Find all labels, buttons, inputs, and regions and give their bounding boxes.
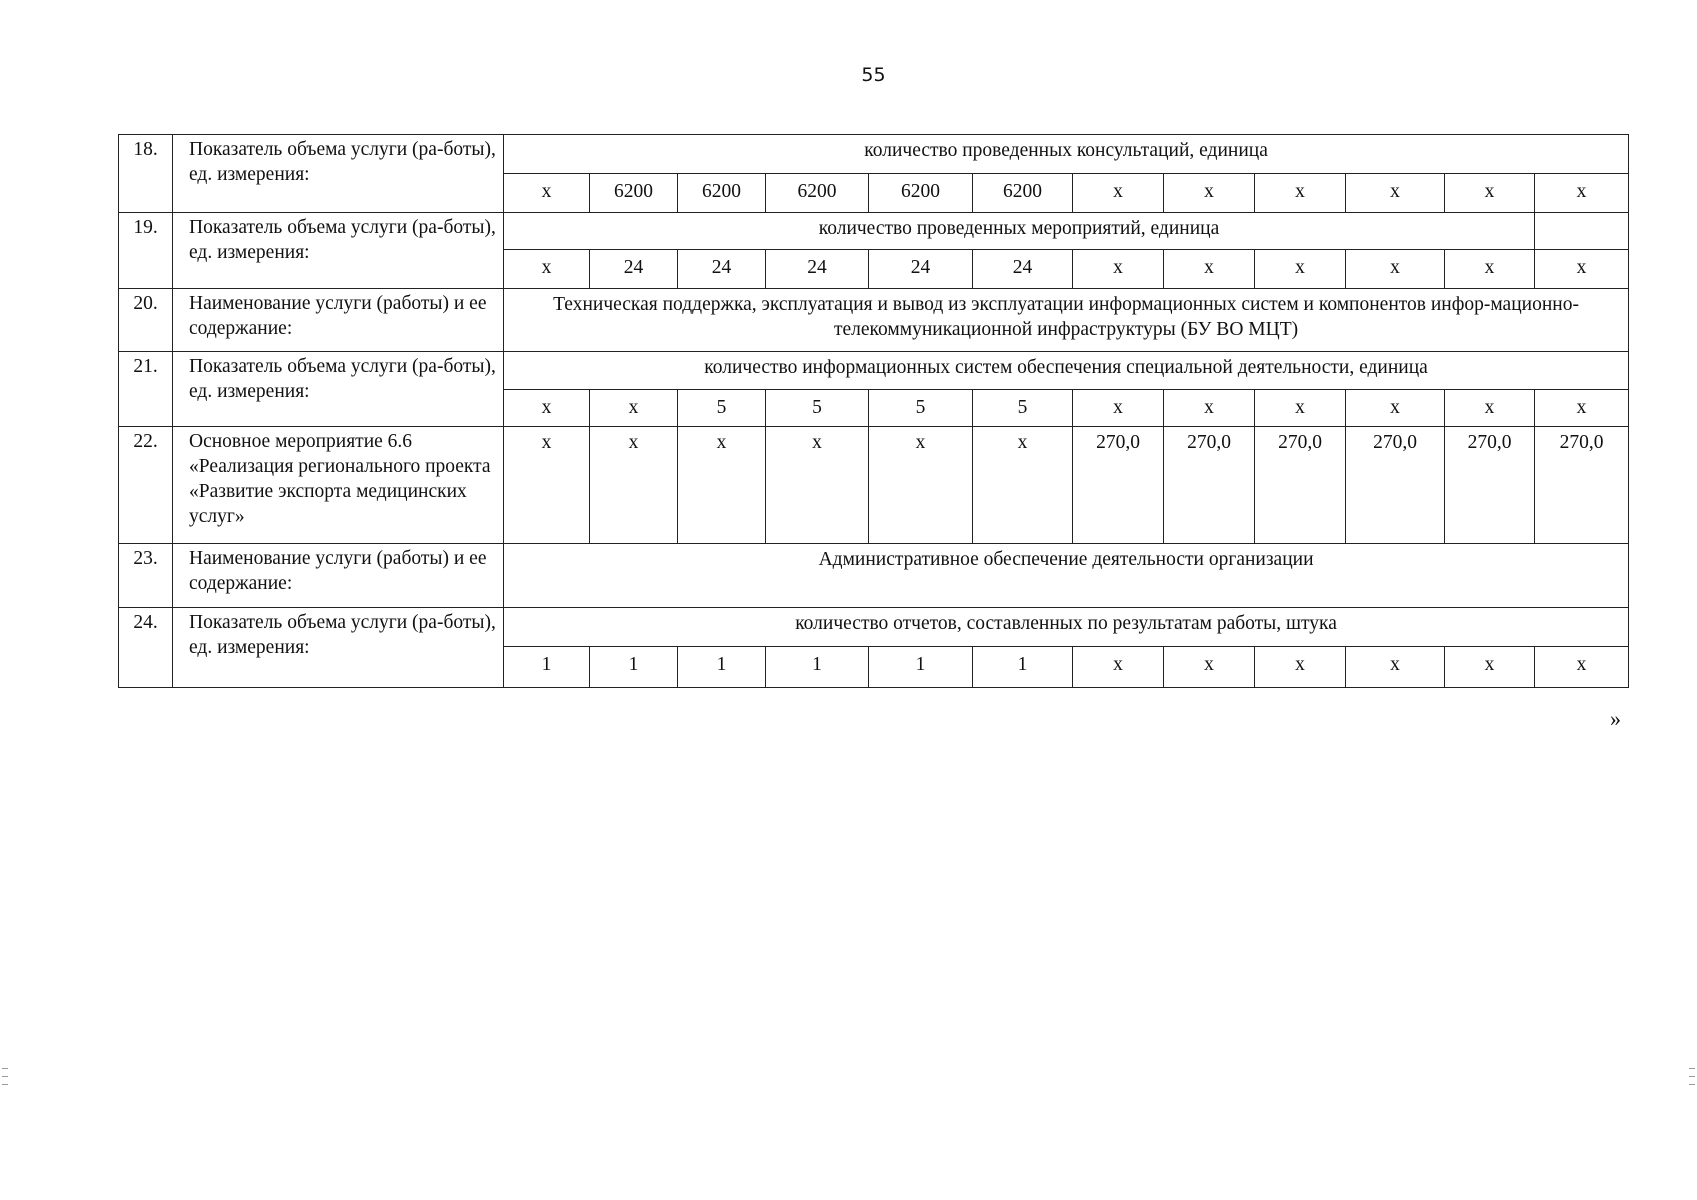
row-label: Основное мероприятие 6.6 «Реализация регионального проекта «Развитие экспорта медицинских услуг» — [173, 427, 504, 544]
value-cell: 6200 — [973, 174, 1073, 213]
table-row — [119, 213, 1629, 250]
value-cell: х — [1535, 647, 1629, 688]
value-cell: 24 — [973, 250, 1073, 289]
table-row — [119, 289, 1629, 352]
value-cell: 1 — [504, 647, 590, 688]
row-label: Наименование услуги (работы) и ее содержание: — [173, 289, 504, 352]
scan-artifact-left — [2, 1076, 8, 1077]
row-number: 23. — [119, 544, 173, 608]
value-cell: х — [1164, 174, 1255, 213]
value-cell: х — [766, 427, 869, 544]
table-row — [119, 544, 1629, 608]
value-cell: х — [1535, 250, 1629, 289]
value-cell: х — [504, 174, 590, 213]
value-cell: 270,0 — [1073, 427, 1164, 544]
value-cell: 1 — [869, 647, 973, 688]
value-cell: х — [1445, 174, 1535, 213]
value-cell: 1 — [973, 647, 1073, 688]
row-number: 20. — [119, 289, 173, 352]
value-cell: х — [1164, 250, 1255, 289]
value-cell: х — [1255, 647, 1346, 688]
value-cell: х — [1346, 390, 1445, 427]
value-cell: х — [1073, 647, 1164, 688]
row-number: 24. — [119, 608, 173, 688]
value-cell: 5 — [766, 390, 869, 427]
value-cell: х — [590, 427, 678, 544]
unit-description: количество проведенных консультаций, единица — [504, 135, 1629, 174]
table-row — [119, 608, 1629, 647]
value-cell: х — [973, 427, 1073, 544]
scan-artifact-right — [1689, 1068, 1695, 1069]
value-cell: 24 — [590, 250, 678, 289]
value-cell: 270,0 — [1164, 427, 1255, 544]
scan-artifact-right — [1689, 1076, 1695, 1077]
value-cell: 5 — [973, 390, 1073, 427]
value-cell: х — [1073, 174, 1164, 213]
value-cell: 1 — [678, 647, 766, 688]
value-cell: х — [1255, 390, 1346, 427]
row-label: Показатель объема услуги (ра-боты), ед. измерения: — [173, 213, 504, 289]
value-cell: 6200 — [678, 174, 766, 213]
table-row — [119, 427, 1629, 544]
value-cell: х — [504, 250, 590, 289]
value-cell: 270,0 — [1535, 427, 1629, 544]
row-number: 19. — [119, 213, 173, 289]
unit-description: количество информационных систем обеспечения специальной деятельности, единица — [504, 352, 1629, 390]
row-number: 21. — [119, 352, 173, 427]
value-cell: 6200 — [590, 174, 678, 213]
value-cell: 1 — [590, 647, 678, 688]
value-cell: х — [1445, 647, 1535, 688]
value-cell: х — [1346, 647, 1445, 688]
value-cell: х — [1164, 390, 1255, 427]
table-row — [119, 135, 1629, 174]
scan-artifact-right — [1689, 1084, 1695, 1085]
unit-description: количество проведенных мероприятий, единица — [504, 213, 1535, 250]
page-number: 55 — [861, 64, 886, 86]
value-cell: х — [504, 390, 590, 427]
scan-artifact-left — [2, 1084, 8, 1085]
closing-quote-mark: » — [1610, 706, 1621, 731]
value-cell: 270,0 — [1445, 427, 1535, 544]
value-cell: х — [1346, 250, 1445, 289]
value-cell: х — [1073, 390, 1164, 427]
value-cell: 6200 — [766, 174, 869, 213]
row-label: Показатель объема услуги (ра-боты), ед. измерения: — [173, 352, 504, 427]
value-cell: 24 — [869, 250, 973, 289]
row-label: Показатель объема услуги (ра-боты), ед. измерения: — [173, 608, 504, 688]
value-cell: 270,0 — [1255, 427, 1346, 544]
value-cell: 1 — [766, 647, 869, 688]
value-cell: х — [1073, 250, 1164, 289]
service-description: Административное обеспечение деятельности организации — [504, 544, 1629, 608]
value-cell: х — [1535, 174, 1629, 213]
value-cell: 6200 — [869, 174, 973, 213]
program-indicators-table — [118, 134, 1629, 688]
value-cell: х — [1346, 174, 1445, 213]
value-cell: х — [1255, 250, 1346, 289]
value-cell: х — [1164, 647, 1255, 688]
value-cell: х — [1445, 390, 1535, 427]
unit-description: количество отчетов, составленных по результатам работы, штука — [504, 608, 1629, 647]
empty-cell — [1535, 213, 1629, 250]
value-cell: 5 — [869, 390, 973, 427]
scan-artifact-left — [2, 1068, 8, 1069]
row-number: 18. — [119, 135, 173, 213]
value-cell: х — [678, 427, 766, 544]
value-cell: х — [1535, 390, 1629, 427]
value-cell: х — [1445, 250, 1535, 289]
value-cell: х — [504, 427, 590, 544]
value-cell: х — [869, 427, 973, 544]
row-label: Наименование услуги (работы) и ее содержание: — [173, 544, 504, 608]
value-cell: 24 — [678, 250, 766, 289]
row-label: Показатель объема услуги (ра-боты), ед. измерения: — [173, 135, 504, 213]
value-cell: 5 — [678, 390, 766, 427]
table-row — [119, 352, 1629, 390]
value-cell: 270,0 — [1346, 427, 1445, 544]
service-description: Техническая поддержка, эксплуатация и вывод из эксплуатации информационных систем и компонентов инфор-мационно-телекоммуникационной инфраструктуры (БУ ВО МЦТ) — [504, 289, 1629, 352]
row-number: 22. — [119, 427, 173, 544]
value-cell: х — [590, 390, 678, 427]
value-cell: х — [1255, 174, 1346, 213]
value-cell: 24 — [766, 250, 869, 289]
